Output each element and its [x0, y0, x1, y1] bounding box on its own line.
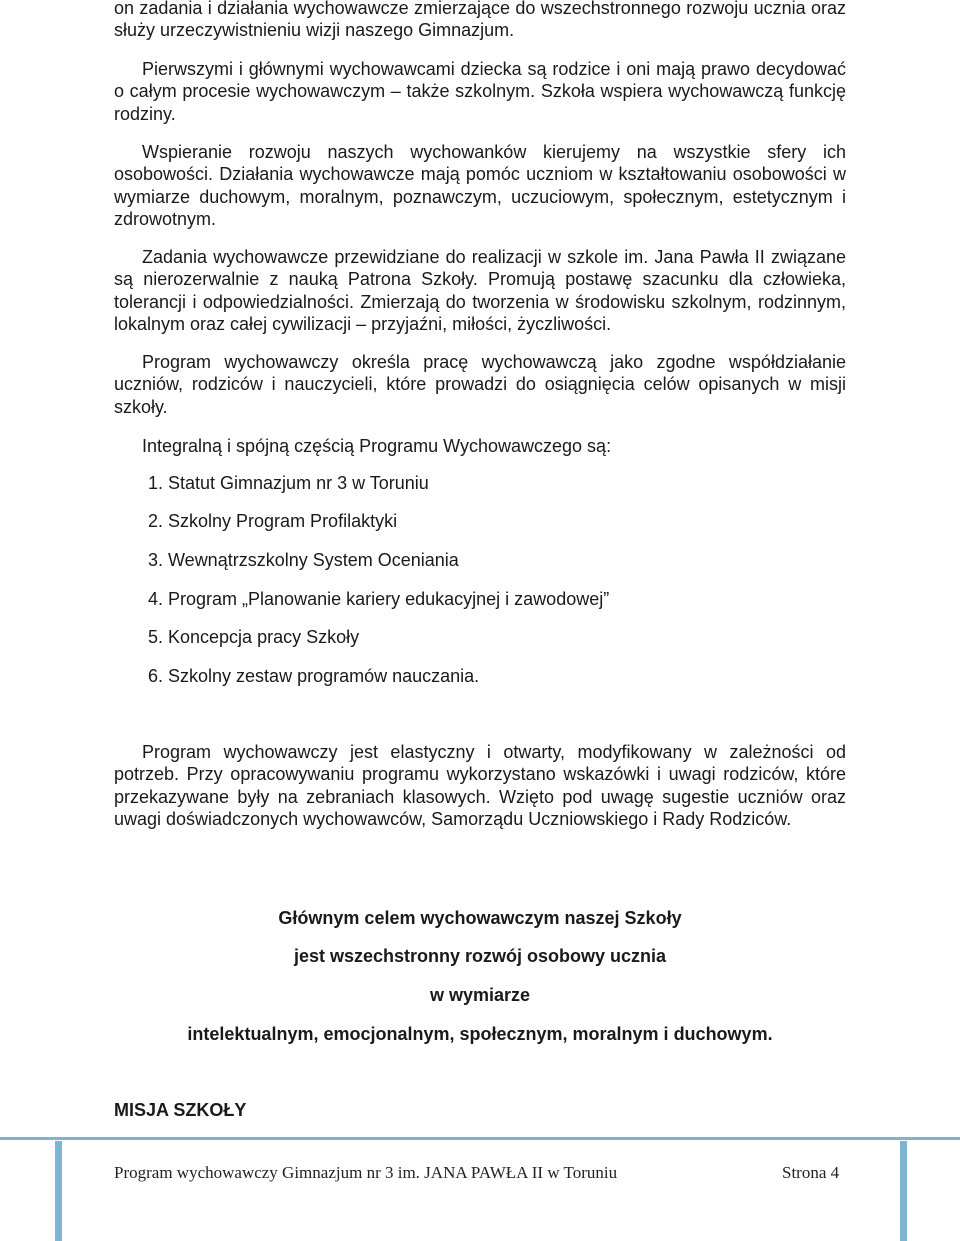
paragraph-intro: [114, 0, 846, 42]
goal-line: w wymiarze: [429, 985, 531, 1005]
paragraph-text: Zadania wychowawcze przewidziane do realizacji w szkole im. Jana Pawła II związane są nierozerwalnie z nauką Patrona Szkoły. Promują postawę szacunku dla człowieka, tolerancji i odpowiedzialności. Zmierzają do tworzenia w środowisku szkolnym, rodzinnym, lokalnym oraz całej cywilizacji – przyjaźni, miłości, życzliwości.: [114, 247, 846, 335]
list-item: 5. Koncepcja pracy Szkoły: [148, 627, 360, 647]
list-item: 1. Statut Gimnazjum nr 3 w Toruniu: [148, 473, 429, 493]
list-item: 6. Szkolny zestaw programów nauczania.: [148, 666, 480, 686]
list-item: 3. Wewnątrzszkolny System Oceniania: [148, 550, 459, 570]
paragraph-text: Pierwszymi i głównymi wychowawcami dziecka są rodzice i oni mają prawo decydować o całym procesie wychowawczym – także szkolnym. Szkoła wspiera wychowawczą funkcję rodziny.: [114, 59, 846, 124]
goal-line: intelektualnym, emocjonalnym, społecznym, moralnym i duchowym.: [187, 1024, 773, 1044]
goal-line: Głównym celem wychowawczym naszej Szkoły: [278, 908, 682, 928]
paragraph-text: Program wychowawczy określa pracę wychowawczą jako zgodne współdziałanie uczniów, rodziców i nauczycieli, które prowadzi do osiągnięcia celów opisanych w misji szkoły.: [114, 352, 846, 417]
section-heading: MISJA SZKOŁY: [114, 1100, 247, 1120]
paragraph-program: [114, 351, 846, 418]
paragraph-flexible: [114, 741, 846, 831]
paragraph-text: Wspieranie rozwoju naszych wychowanków kierujemy na wszystkie sfery ich osobowości. Działania wychowawcze mają pomóc uczniom w kształtowaniu osobowości w wymiarze duchowym, moralnym, poznawczym, uczuciowym, społecznym, estetycznym i zdrowotnym.: [114, 142, 846, 230]
footer-bar-left: [55, 1141, 62, 1241]
list-intro: [114, 435, 846, 457]
paragraph-parents: [114, 58, 846, 125]
list-item: 4. Program „Planowanie kariery edukacyjnej i zawodowej”: [148, 589, 610, 609]
paragraph-text: on zadania i działania wychowawcze zmierzające do wszechstronnego rozwoju ucznia oraz służy urzeczywistnieniu wizji naszego Gimnazjum.: [114, 0, 846, 41]
paragraph-text: Program wychowawczy jest elastyczny i otwarty, modyfikowany w zależności od potrzeb. Przy opracowywaniu programu wykorzystano wskazówki i uwagi rodziców, które przekazywane były na zebraniach klasowych. Wzięto pod uwagę sugestie uczniów oraz uwagi doświadczonych wychowawców, Samorządu Uczniowskiego i Rady Rodziców.: [114, 742, 846, 830]
footer-bar-right: [900, 1141, 907, 1241]
goal-line: jest wszechstronny rozwój osobowy ucznia: [293, 946, 667, 966]
paragraph-development: [114, 141, 846, 231]
footer-title: Program wychowawczy Gimnazjum nr 3 im. JANA PAWŁA II w Toruniu: [114, 1163, 618, 1182]
list-intro-text: Integralną i spójną częścią Programu Wychowawczego są:: [142, 436, 612, 456]
paragraph-tasks: [114, 246, 846, 336]
footer-rule: [0, 1137, 960, 1140]
footer-page-number: Strona 4: [782, 1163, 840, 1182]
list-item: 2. Szkolny Program Profilaktyki: [148, 511, 398, 531]
